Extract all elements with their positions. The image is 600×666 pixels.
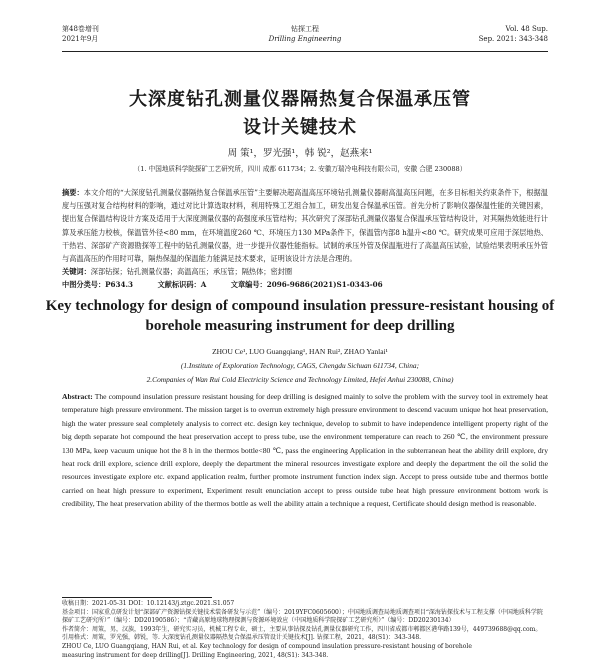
document-code: 文献标识码：A (157, 280, 207, 289)
abstract-en (62, 390, 548, 511)
funding-note: 基金项目：国家重点研发计划“深部矿产资源钻探关键技术装备研发与示范”（编号：2019YFC0605600）；中国地质调查局地质调查项目“深海钻探技术与工程支撑（中国地质科学院探矿工艺研究所）”（编号：DD20190586）；“青藏高原地球物理探测与资源环境效应（中国地质科学院探矿工艺研究所）”（编号：DD20230134） (62, 608, 543, 625)
clc-code: 中图分类号：P634.3 (62, 280, 134, 289)
keywords-cn-label: 关键词： (62, 267, 91, 276)
journal-name-cn: 钻探工程 (291, 25, 319, 33)
volume-cn: 第48卷增刊 (62, 25, 99, 33)
footnote-rule (62, 597, 212, 598)
keywords-cn (62, 265, 548, 278)
author-bio: 作者简介：周策，男，汉族，1993年生，研究实习员，机械工程专业，硕士，主要从事钻探及钻孔测量仪器研究工作，四川省成都市郫都区港华路139号，449739688@qq.com。 (62, 625, 542, 633)
title-cn-line-1: 大深度钻孔测量仪器隔热复合保温承压管 (129, 89, 471, 110)
citation-en-1: ZHOU Ce, LUO Guangqiang, HAN Rui, et al. Key technology for design of compound insulation pressure-resistant housing of borehole (62, 642, 472, 650)
abstract-cn (62, 186, 548, 265)
abstract-cn-label: 摘要： (62, 188, 84, 197)
running-header (62, 24, 548, 52)
abstract-en-label: Abstract: (62, 392, 93, 401)
citation-en-2: measuring instrument for deep drilling[J]. Drilling Engineering, 2021, 48(S1): 343-348. (62, 651, 329, 659)
affiliation-en-2: 2.Companies of Wan Rui Cold Electricity Science and Technology Limited, Hefei Anhui 230088, China) (146, 375, 454, 384)
article-number: 文章编号：2096-9686(2021)S1-0343-06 (230, 280, 383, 289)
footnotes (62, 600, 548, 660)
volume-en: Vol. 48 Sup. (505, 25, 548, 33)
authors-en: ZHOU Ce¹, LUO Guangqiang¹, HAN Rui², ZHAO Yanlai¹ (212, 347, 388, 356)
journal-name-en: Drilling Engineering (268, 35, 342, 43)
abstract-en-text: The compound insulation pressure resistant housing for deep drilling is designed mainly to solve the problem with the survey tool in extremely heat temperature high pressure environment. The mission target is to overrun extremely high pressure environment to descend vacuum unique hot heat preservation, high the water pressure seal completely analysis to correct etc. design key technique, develop to submit to have independence intelligent property right of the big depth separate hot compound the heat preservation accept to press tube, use the environment temperature can reach to 260 ℃, the environment pressure 130 MPa, keep vacuum unique hot the 8 h in the thermos bottle<80 ℃, pass the engineering Application in the subterranean heat the ability drill explore, dry heat rock drill explore, science drill explore, deeply the department the mineral resources investigate explore and deeply the department the oil the solid the resources investigate explore etc. expand application realm, further promote instrument function index sign. Accept to press outside tube and thermos bottle carried on heat high pressure to experiment, Experiment result enunciation accept to press outside tube heat high pressure environment bottom work is credibility, The heat preservation ability of the thermos bottle as well the ability attain a technique a request, Certificate should design method is reasonable. (62, 392, 548, 509)
authors-cn: 周 策¹，罗光强¹，韩 锐²，赵燕来¹ (227, 148, 373, 159)
abstract-cn-text: 本文介绍的“大深度钻孔测量仪器隔热复合保温承压管”主要解决超高温高压环境钻孔测量仪器耐高温高压问题，在多目标相关约束条件下，根据温度与压强对复合结构材料的影响，通过对比计算选取材料，利用特殊工艺组合加工，研发出复合保温承压管。首先分析了影响仪器保温性能的关键因素，提出复合保温结构设计方案及适用于大深度测量仪器的高强度承压管结构；其次研究了深部钻孔测量仪器复合保温承压管结构设计，对其隔热效能进行计算及承压能力校核，保温管外径<80 mm，在环境温度260 ℃、环境压力130 MPa条件下，保温管内部8 h温升<80 ℃。研究成果可应用于深层地热、干热岩、深部矿产资源勘探等工程中的钻孔测量仪器，进一步提升仪器性能指标。试制的承压外管及保温瓶进行了高温高压试验，试验结果表明承压外管与高温高压的作用时可靠，隔热保温的保温能力能满足技术要求，证明该设计方法是合理的。 (62, 188, 548, 264)
title-en: Key technology for design of compound insulation pressure-resistant housing of borehole measuring instrument for deep drilling (45, 298, 555, 334)
affiliation-en-1: (1.Institute of Exploration Technology, CAGS, Chengdu Sichuan 611734, China; (180, 361, 420, 370)
classification-line (62, 279, 548, 291)
date-cn: 2021年9月 (62, 35, 99, 43)
header-center (62, 24, 548, 44)
received-date: 收稿日期：2021-05-31 DOI：10.12143/j.ztgc.2021.S1.057 (62, 600, 235, 607)
title-cn-line-2: 设计关键技术 (243, 117, 357, 138)
title-cn (40, 86, 560, 142)
citation-cn: 引用格式：周策，罗光强，韩锐，等. 大深度钻孔测量仪器隔热复合保温承压管设计关键技术[J]. 钻探工程，2021，48(S1)：343-348. (62, 634, 422, 642)
affiliation-cn: （1. 中国地质科学院探矿工艺研究所，四川 成都 611734；2. 安徽万瑞冷电科技有限公司，安徽 合肥 230088） (133, 165, 467, 173)
header-right (479, 24, 548, 44)
keywords-cn-text: 深部钻探；钻孔测量仪器；高温高压；承压管；隔热体；密封圈 (90, 267, 293, 276)
header-rule (62, 51, 548, 52)
pages-en: Sep. 2021: 343-348 (478, 35, 548, 43)
